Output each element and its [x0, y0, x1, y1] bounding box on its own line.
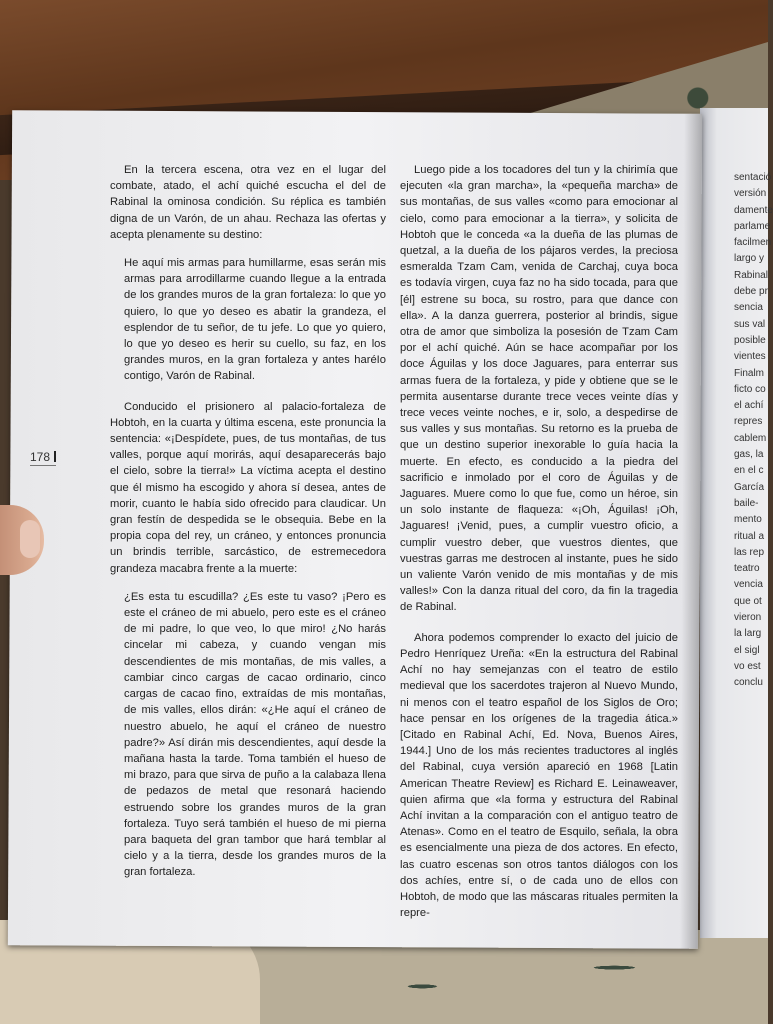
fragment-line: debe pr [734, 286, 768, 298]
fragment-line: vieron [734, 612, 762, 624]
fragment-line: largo y [734, 253, 765, 265]
fragment-line: la larg [734, 628, 762, 640]
fragment-line: Finalm [734, 367, 765, 379]
left-text-column [110, 162, 386, 893]
right-page-fragments [734, 170, 773, 692]
fragment-line: sentació [734, 172, 772, 183]
thumbnail-nail [20, 520, 40, 558]
fragment-line: baile- [734, 497, 759, 509]
paragraph: En la tercera escena, otra vez en el lugar del combate, atado, el achí quiché escucha el del de Rabinal la ominosa condición. Su réplica es también digna de un Varón, de un ahau. Rechaza las ofertas y acepta plenamente su destino: [110, 164, 386, 241]
fragment-line: mento [734, 514, 762, 526]
spine-shadow [680, 114, 702, 949]
fragment-line: ficto co [734, 383, 766, 395]
fragment-line: vo est [734, 660, 761, 672]
fragment-line: gas, la [734, 449, 764, 461]
fragment-line: vientes [734, 351, 766, 363]
fragment-line: cablem [734, 432, 767, 444]
page-number-bar [54, 451, 56, 462]
fragment-line: facilmen [734, 237, 772, 249]
fragment-line: sencia [734, 302, 763, 314]
fragment-line: parlame [734, 220, 771, 232]
fragment-line: repres [734, 416, 763, 428]
fragment-line: vencia [734, 579, 763, 591]
paragraph: Conducido el prisionero al palacio-fortaleza de Hobtoh, en la cuarta y última escena, este pronuncia la sentencia: «¡Despídete, pues, de tus montañas, de tus valles, porque aquí morirás, aquí desaparecerás bajo el cielo, sobre la tierra!» La víctima acepta el destino que él mismo ha escogido y ahora sí desea, antes de morir, cuanto le había sido ofrecido para claudicar. Un gran festín de despedida se le obsequia. Bebe en la propia copa del rey, un cráneo, y entonces pronuncia un brindis terrible, sarcástico, de estremecedora grandeza macabra frente a la muerte: [110, 400, 386, 575]
fragment-line: las rep [734, 546, 765, 558]
page-number: 178 [30, 450, 56, 466]
fragment-line: damente [734, 204, 773, 216]
fragment-line: el achí [734, 400, 764, 412]
block-quote: He aquí mis armas para humillarme, esas serán mis armas para arrodillarme cuando llegue a la entrada de los grandes muros de la gran fortaleza: lo que yo quiero, lo que yo deseo es abatir la grandeza, el esplendor de tu señor, de tu jefe. Lo que yo quiero, lo que yo deseo es herir su cuello, su faz, en los grandes muros, en la gran fortaleza y antes haréIo contigo, Varón de Rabinal. [124, 257, 386, 383]
fragment-line: posible [734, 334, 766, 346]
fragment-line: que ot [734, 595, 762, 607]
fragment-line: versión [734, 188, 767, 200]
block-quote: ¿Es esta tu escudilla? ¿Es este tu vaso? ¡Pero es este el cráneo de mi abuelo, pero este es el cráneo de mi padre, lo que veo, lo que miro! ¿No harás cincelar mi cabeza, y cuando vengan mis descendientes de mis montañas, de mis valles, a cambiar cinco cargas de cacao ordinario, cinco cargas de cacao fino, extraídas de mis montañas, de mis valles, ellos dirán: «¿He aquí el cráneo de nuestro abuelo, he aquí el cráneo de nuestro padre?» Así dirán mis descendientes, aquí desde la mañana hasta la tarde. Toma también el hueso de mi brazo, para que sirva de puño a la calabaza llena de pedazos de metal que resonará haciendo estruendo sobre los grandes muros de la gran fortaleza. Tuyo será también el hueso de mi pierna para baqueta del gran tambor que hará temblar al cielo y a la tierra, desde los grandes muros de la gran fortaleza. [124, 590, 386, 879]
fragment-line: García [734, 481, 765, 493]
right-text-column [400, 162, 678, 921]
fragment-line: ritual a [734, 530, 765, 542]
fragment-line: sus val [734, 318, 766, 330]
fragment-line: el sigl [734, 644, 760, 656]
fragment-line: en el c [734, 465, 764, 477]
paragraph: Luego pide a los tocadores del tun y la chirimía que ejecuten «la gran marcha», la «pequeña marcha» de sus montañas, de sus valles «como para emocionar al cielo, como para emocionar a la tierra», y solicita de Hobtoh que le conceda «a la dueña de las plumas de quetzal, a la dueña de los pájaros verdes, la preciosa esmeralda Tzam Cam, venida de Carchaj, cuya boca es todavía virgen, cuya faz no ha sido tocada, para que [él] estrene su boca, su rostro, para que dance con ella». A la danza guerrera, posterior al brindis, sigue otra de amor que simboliza la posesión de Tzam Cam por el achí quiché. Aún se hace acompañar por los doce Águilas y los doce Jaguares, para enterrar sus armas fuera de la fortaleza, y pide y obtiene que se le permita ausentarse durante trece veces veinte días y trece veces veinte noches, e ir, solo, a despedirse de sus valles y sus montañas. Su retorno es la prueba de que un destino superior inexorable lo guía hacia la muerte. En efecto, es conducido a la piedra del sacrificio e inmolado por el coro de Águilas y de Jaguares. Muere como lo que fue, como un héroe, sin un solo instante de flaqueza: «¡Oh, Águilas! ¡Oh, Jaguares! ¡Venid, pues, a cumplir vuestro oficio, a cumplir vuestro deber, que vuestros dientes, que vuestras garras me destrocen al instante, pues he sido un valiente Varón venido de mis montañas y de mis valles!» Con la danza ritual del coro, da fin la tragedia de Rabinal. [400, 164, 678, 614]
fragment-line: conclu [734, 677, 763, 689]
fragment-line: teatro [734, 563, 760, 575]
fragment-line: Rabinal [734, 269, 768, 281]
paragraph: Ahora podemos comprender lo exacto del juicio de Pedro Henríquez Ureña: «En la estructura del Rabinal Achí no hay semejanzas con el teatro de estilo medieval que los sacerdotes trajeron al Nuevo Mundo, ni menos con el teatro español de los Siglos de Oro; hace pensar en los orígenes de la tragedia ática.» [Citado en Rabinal Achí, Ed. Nova, Buenos Aires, 1944.] Uno de los más recientes traductores al inglés del Rabinal, cuya versión apareció en 1968 [Latin American Theatre Review] es Richard E. Leinaweaver, quien afirma que «la forma y estructura del Rabinal Achí invitan a la comparación con el antiguo teatro de Atenas». Como en el teatro de Esquilo, señala, la obra es esencialmente una pieza de dos actores. En efecto, las cuatro escenas son otros tantos diálogos con los dos achíes, entre sí, o de cada uno de ellos con Hobtoh, de modo que las máscaras rituales permiten la repre- [400, 631, 678, 920]
